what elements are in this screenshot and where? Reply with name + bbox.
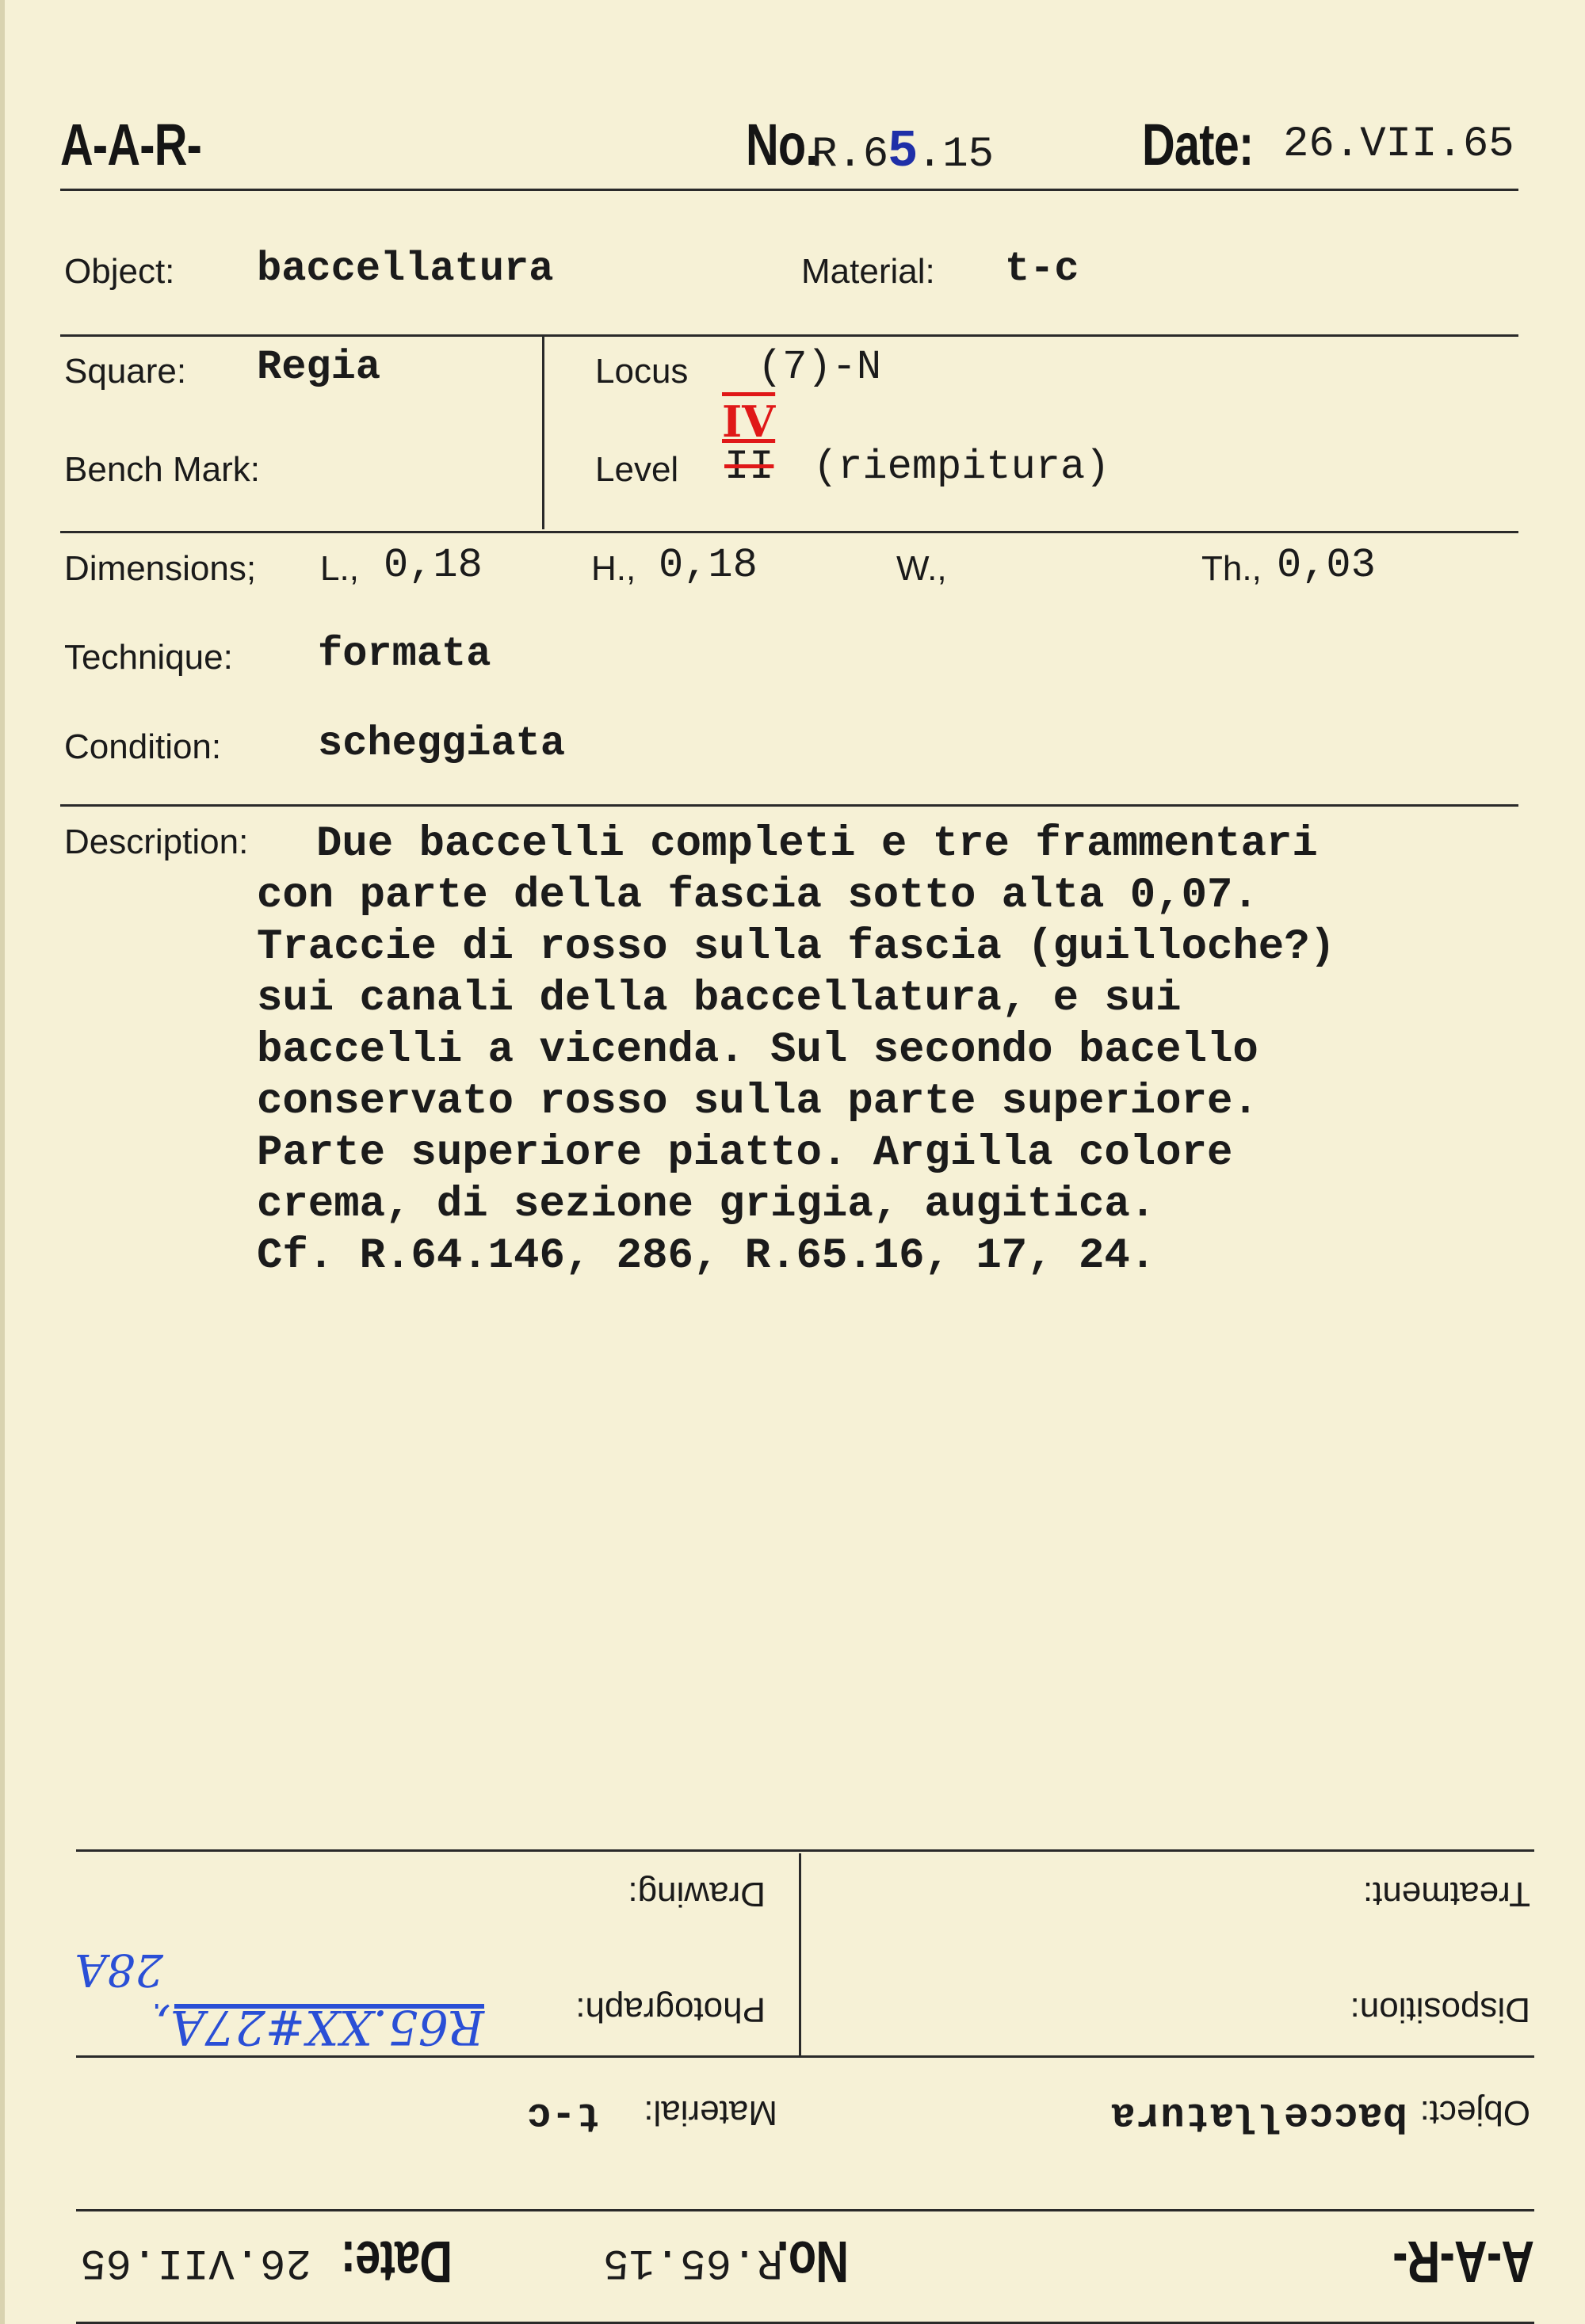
stub-number-value: R.65.15 bbox=[603, 2238, 783, 2286]
height-value: 0,18 bbox=[659, 542, 758, 589]
length-label: L., bbox=[320, 549, 359, 588]
length-value: 0,18 bbox=[384, 542, 483, 589]
photograph-label: Photograph: bbox=[575, 1990, 766, 2029]
org-code: A-A-R- bbox=[60, 112, 202, 177]
description-line: Traccie di rosso sulla fascia (guilloche?) bbox=[257, 923, 1336, 971]
photograph-ref-handwritten-2: 28A bbox=[74, 1944, 163, 1995]
date-value: 26.VII.65 bbox=[1283, 120, 1514, 169]
thickness-label: Th., bbox=[1201, 549, 1262, 588]
stub-object-label: Object: bbox=[1419, 2093, 1530, 2132]
description-line: conservato rosso sulla parte superiore. bbox=[257, 1078, 1258, 1126]
stub-object-rule bbox=[76, 2055, 1534, 2058]
square-value: Regia bbox=[257, 344, 381, 391]
object-value: baccellatura bbox=[257, 246, 554, 292]
description-line: Cf. R.64.146, 286, R.65.16, 17, 24. bbox=[257, 1232, 1156, 1280]
description-line: con parte della fascia sotto alta 0,07. bbox=[257, 872, 1258, 920]
date-label: Date: bbox=[1142, 112, 1254, 177]
number-correction: 5 bbox=[888, 120, 917, 177]
width-label: W., bbox=[896, 549, 947, 588]
square-label: Square: bbox=[64, 352, 187, 391]
technique-value: formata bbox=[318, 631, 491, 677]
inverted-stub bbox=[5, 1696, 1585, 2324]
condition-value: scheggiata bbox=[318, 720, 566, 767]
description-label: Description: bbox=[64, 822, 249, 861]
description-line: sui canali della baccellatura, e sui bbox=[257, 975, 1182, 1023]
stub-divider bbox=[799, 1853, 801, 2056]
stub-object-value: baccellatura bbox=[1110, 2092, 1407, 2139]
stub-org-code: A-A-R- bbox=[1392, 2229, 1534, 2295]
description-line: Parte superiore piatto. Argilla colore bbox=[257, 1129, 1233, 1177]
description-line: baccelli a vicenda. Sul secondo bacello bbox=[257, 1026, 1258, 1074]
locus-label: Locus bbox=[595, 352, 689, 391]
stub-number-label: No. bbox=[777, 2229, 849, 2295]
number-value: R.65.15 bbox=[812, 120, 995, 179]
photograph-ref-handwritten: R65.XX#27A, bbox=[155, 1999, 484, 2055]
locus-value: (7)-N bbox=[758, 344, 882, 391]
stub-date-value: 26.VII.65 bbox=[80, 2238, 311, 2286]
condition-label: Condition: bbox=[64, 727, 222, 766]
disposition-label: Disposition: bbox=[1350, 1990, 1530, 2029]
technique-label: Technique: bbox=[64, 638, 233, 677]
dimensions-label: Dimensions; bbox=[64, 549, 257, 588]
condition-rule bbox=[60, 804, 1518, 807]
material-label: Material: bbox=[801, 252, 935, 291]
thickness-value: 0,03 bbox=[1277, 542, 1376, 589]
stub-material-value: t-c bbox=[526, 2092, 601, 2139]
description-line: Due baccelli completi e tre frammentari bbox=[316, 820, 1318, 868]
object-label: Object: bbox=[64, 252, 175, 291]
level-note: (riempitura) bbox=[813, 444, 1110, 490]
header-rule bbox=[60, 189, 1518, 191]
level-correction: IV bbox=[722, 396, 776, 447]
stub-header-rule bbox=[76, 2209, 1534, 2211]
object-rule bbox=[60, 334, 1518, 337]
level-struck-value: II bbox=[724, 444, 774, 490]
stub-bottom-rule bbox=[76, 1849, 1534, 1852]
level-label: Level bbox=[595, 450, 679, 489]
stub-material-label: Material: bbox=[644, 2093, 777, 2132]
square-locus-divider bbox=[542, 336, 544, 529]
drawing-label: Drawing: bbox=[628, 1875, 766, 1914]
treatment-label: Treatment: bbox=[1362, 1875, 1530, 1914]
description-line: crema, di sezione grigia, augitica. bbox=[257, 1181, 1156, 1229]
bench-mark-label: Bench Mark: bbox=[64, 450, 260, 489]
stub-date-label: Date: bbox=[341, 2229, 453, 2295]
number-label: No. bbox=[746, 112, 818, 177]
material-value: t-c bbox=[1005, 246, 1079, 292]
locus-rule bbox=[60, 531, 1518, 533]
height-label: H., bbox=[591, 549, 636, 588]
